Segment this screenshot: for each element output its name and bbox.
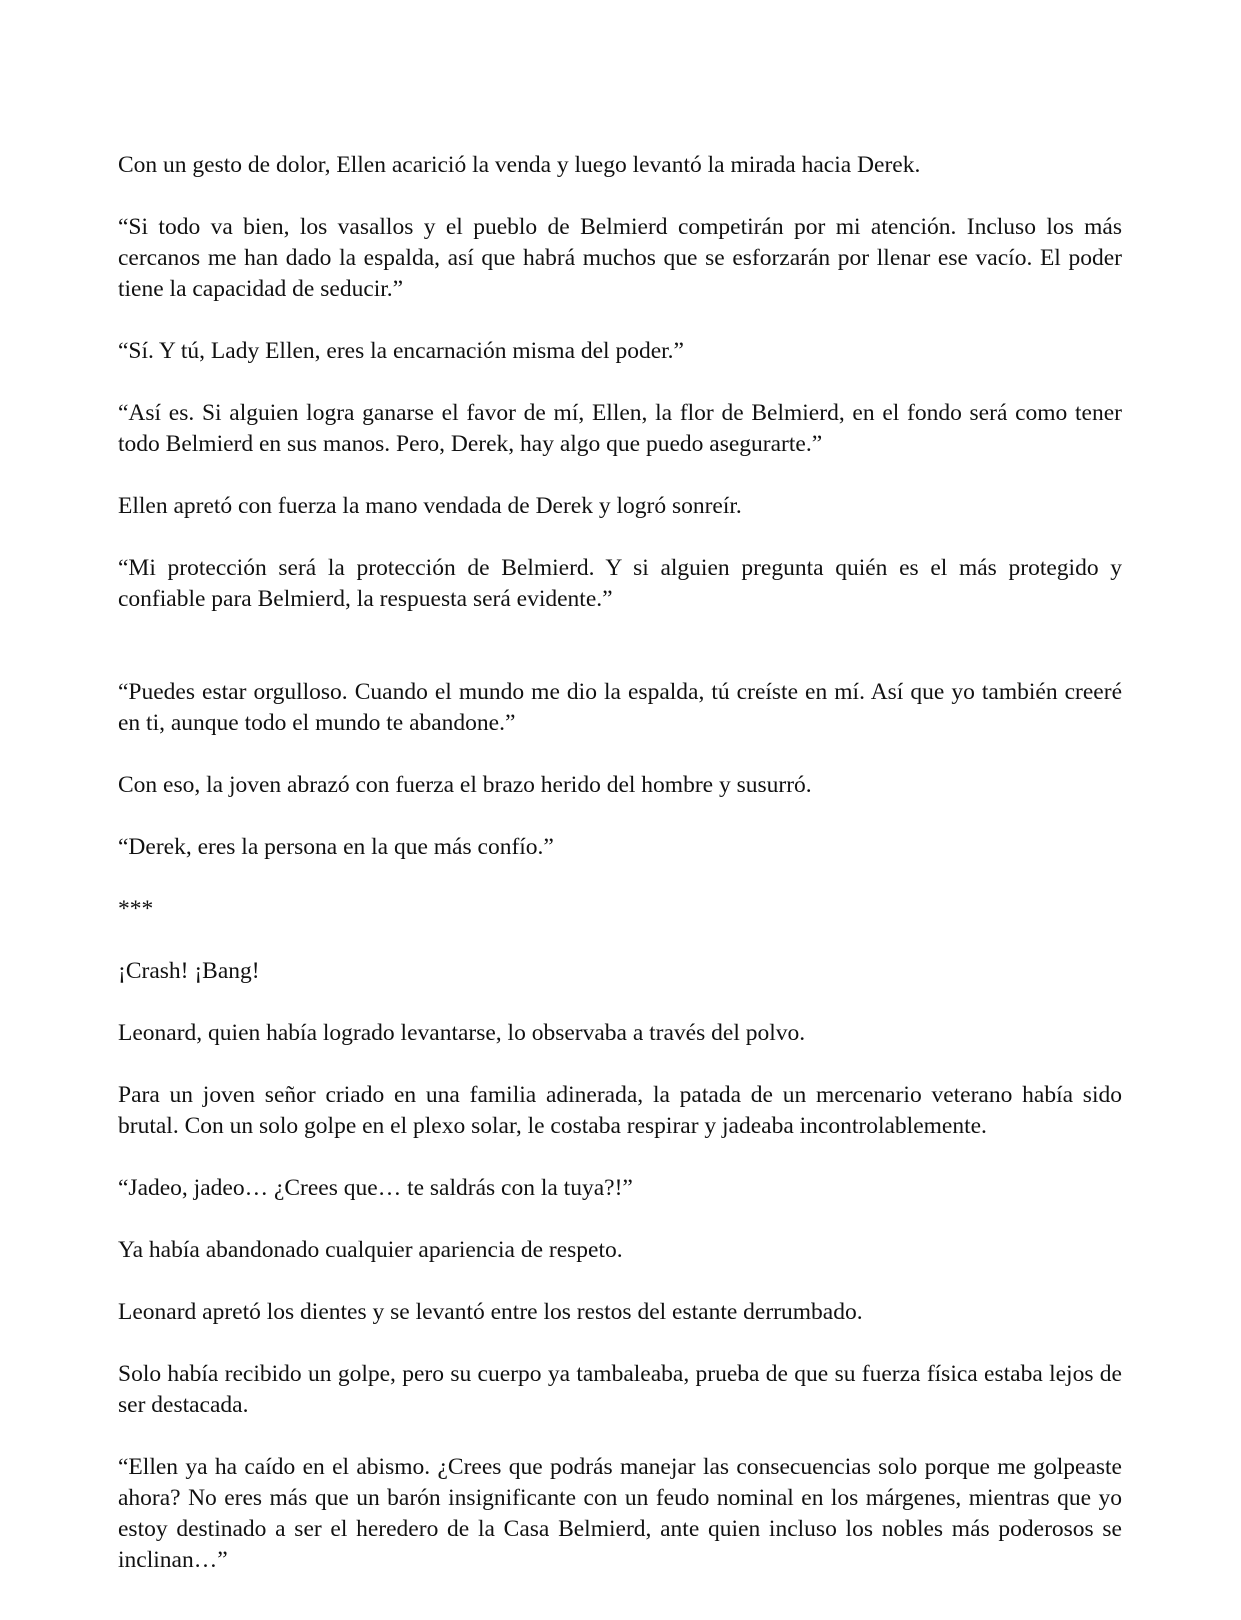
paragraph-2: “Si todo va bien, los vasallos y el pueblo de Belmierd competirán por mi atención. Incluso los más cercanos me han dado la espalda, así que habrá muchos que se esforzarán por llenar ese vacío. El poder tiene la capacidad de seducir.”: [118, 214, 1122, 302]
paragraph-6: “Mi protección será la protección de Belmierd. Y si alguien pregunta quién es el más protegido y confiable para Belmierd, la respuesta será evidente.”: [118, 555, 1122, 612]
paragraph-11: Leonard, quien había logrado levantarse, lo observaba a través del polvo.: [118, 1020, 806, 1046]
paragraph-4: “Así es. Si alguien logra ganarse el favor de mí, Ellen, la flor de Belmierd, en el fondo será como tener todo Belmierd en sus manos. Pero, Derek, hay algo que puedo asegurarte.”: [118, 400, 1122, 457]
document-body: [118, 150, 1122, 1607]
paragraph-17: “Ellen ya ha caído en el abismo. ¿Crees que podrás manejar las consecuencias solo porque me golpeaste ahora? No eres más que un barón insignificante con un feudo nominal en los márgenes, mientras que yo estoy destinado a ser el heredero de la Casa Belmierd, ante quien incluso los nobles más poderosos se inclinan…”: [118, 1454, 1122, 1573]
paragraph-12: Para un joven señor criado en una familia adinerada, la patada de un mercenario veterano había sido brutal. Con un solo golpe en el plexo solar, le costaba respirar y jadeaba incontrolablemente.: [118, 1082, 1122, 1139]
blank-line: [118, 646, 1122, 677]
paragraph-14: Ya había abandonado cualquier apariencia de respeto.: [118, 1237, 623, 1263]
paragraph-10: ¡Crash! ¡Bang!: [118, 958, 260, 984]
paragraph-8: Con eso, la joven abrazó con fuerza el brazo herido del hombre y susurró.: [118, 772, 812, 798]
paragraph-16: Solo había recibido un golpe, pero su cuerpo ya tambaleaba, prueba de que su fuerza física estaba lejos de ser destacada.: [118, 1361, 1122, 1418]
scene-break: ***: [118, 896, 154, 922]
paragraph-9: “Derek, eres la persona en la que más confío.”: [118, 834, 554, 860]
paragraph-15: Leonard apretó los dientes y se levantó entre los restos del estante derrumbado.: [118, 1299, 863, 1325]
paragraph-3: “Sí. Y tú, Lady Ellen, eres la encarnación misma del poder.”: [118, 338, 684, 364]
paragraph-1: Con un gesto de dolor, Ellen acarició la venda y luego levantó la mirada hacia Derek.: [118, 152, 921, 178]
paragraph-13: “Jadeo, jadeo… ¿Crees que… te saldrás con la tuya?!”: [118, 1175, 633, 1201]
paragraph-7: “Puedes estar orgulloso. Cuando el mundo me dio la espalda, tú creíste en mí. Así que yo también creeré en ti, aunque todo el mundo te abandone.”: [118, 679, 1122, 736]
paragraph-5: Ellen apretó con fuerza la mano vendada de Derek y logró sonreír.: [118, 493, 742, 519]
